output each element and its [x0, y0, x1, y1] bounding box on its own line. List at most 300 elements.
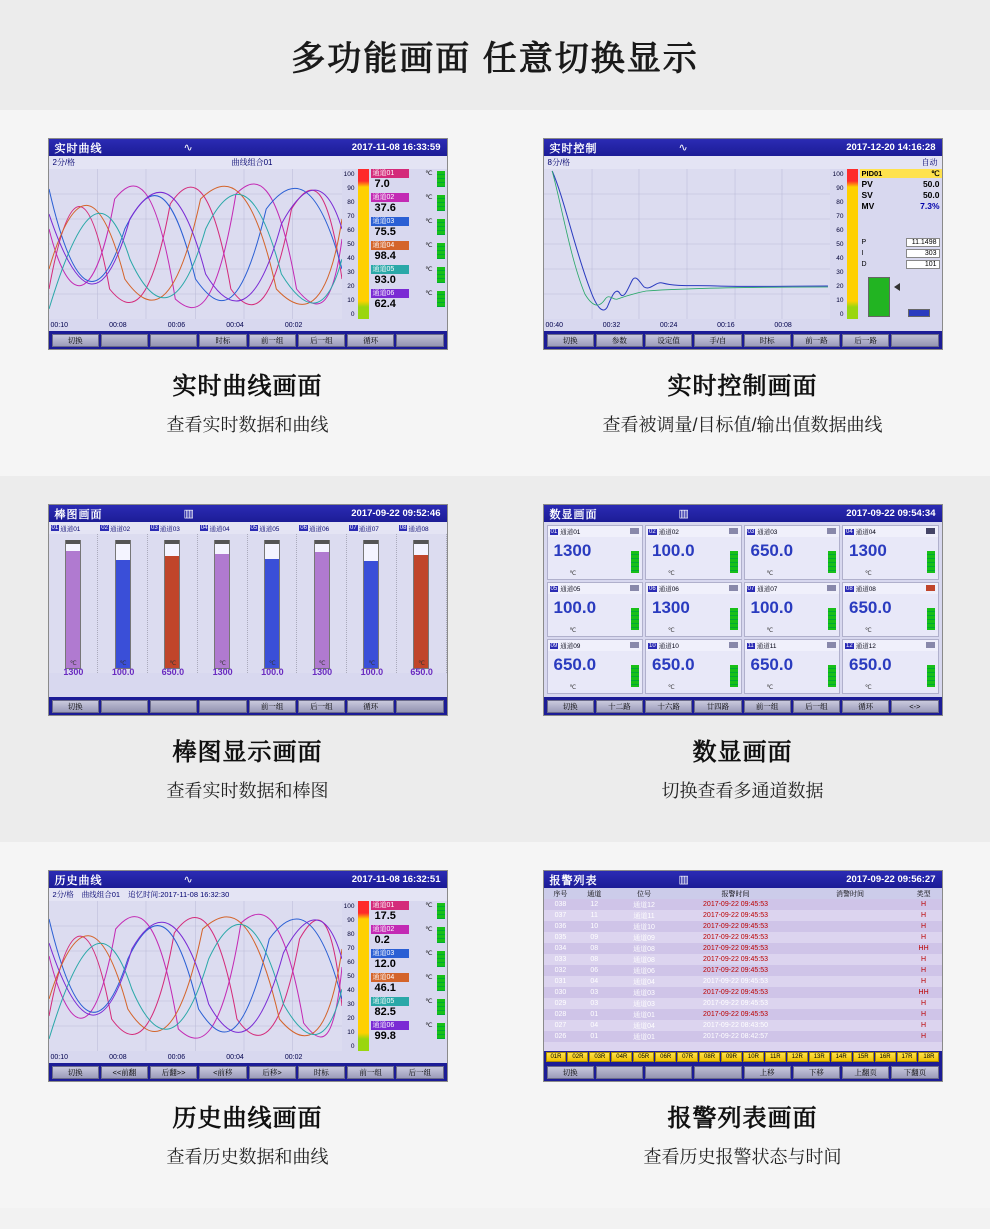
channel-tag: 通道06	[371, 289, 409, 298]
control-mode: 自动	[921, 158, 938, 167]
softkey-blank[interactable]	[150, 700, 197, 713]
channel-tab-strip	[544, 1051, 942, 1063]
y-tick: 80	[347, 931, 355, 938]
table-row[interactable]	[544, 954, 942, 965]
cell-tag: 通道11	[633, 912, 655, 920]
panel-caption	[167, 732, 329, 803]
channel-readout[interactable]	[371, 169, 447, 193]
panel-digital-display	[495, 476, 990, 842]
bar-column[interactable]	[148, 534, 198, 673]
channel-readout[interactable]	[371, 997, 447, 1021]
softkey-prev-group[interactable]: 前一组	[744, 700, 791, 713]
y-tick: 70	[347, 945, 355, 952]
channel-unit: ℃	[766, 571, 774, 577]
softkey-next-group[interactable]: 后一组	[298, 334, 345, 347]
datetime: 2017-09-22 09:54:34	[846, 508, 936, 519]
device-screen-digital-display[interactable]	[543, 504, 943, 716]
channel-name: 通道05	[560, 586, 581, 593]
cell-no: 033	[554, 956, 567, 963]
table-row[interactable]	[544, 998, 942, 1009]
channel-unit: ℃	[425, 170, 433, 177]
channel-readout[interactable]	[371, 193, 447, 217]
channel-value: 82.5	[374, 1006, 396, 1018]
y-axis-scale	[342, 169, 371, 331]
caption-subtitle: 查看历史数据和曲线	[166, 1147, 329, 1167]
softkey-blank[interactable]	[101, 700, 148, 713]
channel-value: 17.5	[374, 910, 396, 922]
channel-index: 03	[747, 528, 755, 535]
channel-readout[interactable]	[371, 1021, 447, 1045]
softkey-prev-group[interactable]: 前一组	[347, 1066, 394, 1079]
softkey-bar	[49, 697, 447, 715]
softkey-timescale[interactable]: 时标	[199, 334, 246, 347]
time-per-div: 8分/格	[547, 158, 571, 167]
softkey-blank[interactable]	[396, 334, 443, 347]
screen-body	[49, 522, 447, 697]
control-plot	[544, 169, 830, 319]
channel-tab[interactable]: 14R	[831, 1052, 852, 1062]
cell-tag: 通道09	[633, 934, 655, 942]
table-row[interactable]	[544, 921, 942, 932]
softkey-blank[interactable]	[101, 334, 148, 347]
channel-name: 通道02	[658, 529, 679, 536]
table-row[interactable]	[544, 1031, 942, 1042]
channel-name: 通道10	[658, 643, 679, 650]
bar-column[interactable]	[49, 534, 99, 673]
cell-alarm-time: 2017-09-22 09:45:53	[703, 1000, 769, 1007]
bar-column[interactable]	[198, 534, 248, 673]
x-axis-labels	[49, 319, 342, 331]
channel-tab[interactable]: 04R	[611, 1052, 632, 1062]
screen-title: 实时曲线	[54, 142, 103, 155]
softkey-prev-loop[interactable]: 前一路	[793, 334, 840, 347]
softkey-next-group[interactable]: 后一组	[396, 1066, 443, 1079]
channel-header[interactable]	[49, 522, 99, 534]
cell-type: H	[921, 956, 927, 963]
channel-tag: 通道01	[371, 901, 409, 910]
bar-column[interactable]	[248, 534, 298, 673]
cell-channel: 09	[590, 934, 599, 941]
pid-param-label: I	[861, 250, 864, 257]
softkey-cycle[interactable]: 循环	[347, 334, 394, 347]
digital-cell[interactable]	[842, 525, 939, 580]
softkey-next-group[interactable]: 后一组	[298, 700, 345, 713]
channel-unit: ℃	[70, 661, 77, 667]
bar-column[interactable]	[98, 534, 148, 673]
bar-columns	[49, 534, 447, 673]
bargraph-led-icon	[730, 608, 738, 630]
softkey-timescale[interactable]: 时标	[298, 1066, 345, 1079]
pid-param-label: P	[861, 239, 867, 246]
channel-tab[interactable]: 11R	[765, 1052, 786, 1062]
channel-header[interactable]	[397, 522, 447, 534]
channel-index: 06	[300, 525, 307, 531]
channel-value: 650.0	[750, 541, 794, 560]
softkey-blank[interactable]	[694, 1066, 741, 1079]
channel-tab[interactable]: 13R	[809, 1052, 830, 1062]
screen-body	[49, 156, 447, 331]
channel-value: 98.4	[374, 250, 396, 262]
channel-name: 通道08	[855, 586, 876, 593]
channel-value: 99.8	[374, 1030, 396, 1042]
softkey-timescale[interactable]: 时标	[744, 334, 791, 347]
digital-cell[interactable]	[547, 639, 644, 694]
table-row[interactable]	[544, 943, 942, 954]
digital-cell[interactable]	[645, 525, 742, 580]
datetime: 2017-12-20 14:16:28	[846, 142, 936, 153]
channel-tab[interactable]: 08R	[699, 1052, 720, 1062]
softkey-move-up[interactable]: 上移	[744, 1066, 791, 1079]
channel-unit: ℃	[425, 998, 433, 1005]
channel-index: 11	[747, 642, 754, 649]
channel-tab[interactable]: 12R	[787, 1052, 808, 1062]
channel-tab[interactable]: 03R	[589, 1052, 610, 1062]
softkey-params[interactable]: 参数	[596, 334, 643, 347]
softkey-page-up[interactable]: 上翻页	[842, 1066, 889, 1079]
channel-readout-list	[371, 901, 447, 1063]
softkey-cycle[interactable]: 循环	[842, 700, 889, 713]
channel-value: 12.0	[374, 958, 396, 970]
x-tick: 00:24	[659, 321, 678, 329]
bargraph-led-icon	[437, 219, 445, 235]
channel-unit: ℃	[119, 661, 127, 667]
channel-tab[interactable]: 06R	[655, 1052, 676, 1062]
softkey-shift-forward[interactable]: 后移>	[249, 1066, 296, 1079]
channel-value: 650.0	[553, 655, 597, 674]
channel-header[interactable]	[347, 522, 397, 534]
column-header-type: 类型	[916, 890, 931, 898]
channel-unit: ℃	[425, 926, 433, 933]
cell-tag: 通道04	[633, 978, 655, 986]
softkey-blank[interactable]	[150, 334, 197, 347]
pid-param-p[interactable]	[860, 237, 942, 248]
softkey-switch[interactable]: 切换	[547, 334, 594, 347]
pv-bargraph	[868, 277, 890, 317]
channel-value: 75.5	[374, 226, 396, 238]
y-tick: 10	[347, 297, 355, 304]
softkey-blank[interactable]	[396, 700, 443, 713]
softkey-prev-group[interactable]: 前一组	[249, 700, 296, 713]
softkey-cycle[interactable]: 循环	[347, 700, 394, 713]
pid-label: PV	[861, 178, 873, 189]
channel-tab[interactable]: 05R	[633, 1052, 654, 1062]
digital-cell[interactable]	[744, 582, 841, 637]
bar-column[interactable]	[297, 534, 347, 673]
table-row[interactable]	[544, 965, 942, 976]
channel-value: 7.0	[374, 178, 390, 190]
bar-value-row	[49, 667, 447, 679]
pid-param-i[interactable]	[860, 248, 942, 259]
cell-alarm-time: 2017-09-22 09:45:53	[703, 912, 769, 919]
titlebar	[544, 871, 942, 888]
softkey-blank[interactable]	[645, 1066, 692, 1079]
softkey-prev-group[interactable]: 前一组	[249, 334, 296, 347]
softkey-switch[interactable]: 切换	[52, 334, 99, 347]
x-tick: 00:02	[284, 321, 303, 329]
status-square-icon	[827, 642, 836, 648]
table-row[interactable]	[544, 1020, 942, 1031]
channel-readout[interactable]	[371, 241, 447, 265]
pid-row-mv	[860, 200, 942, 211]
cell-type: H	[921, 1033, 927, 1040]
unit-row	[49, 660, 447, 667]
channel-tab[interactable]: 15R	[853, 1052, 874, 1062]
panel-history-trend	[0, 842, 495, 1208]
waveform-logo-icon: ∿	[183, 874, 193, 886]
cell-channel: 03	[590, 1000, 599, 1007]
channel-readout[interactable]	[371, 949, 447, 973]
digital-cell[interactable]	[645, 582, 742, 637]
channel-tag: 通道02	[371, 193, 409, 202]
channel-readout[interactable]	[371, 265, 447, 289]
digital-cell[interactable]	[645, 639, 742, 694]
x-axis-labels	[49, 1051, 342, 1063]
screen-body	[49, 888, 447, 1063]
channel-value: 100.0	[652, 541, 695, 560]
status-square-icon	[827, 528, 836, 534]
channel-header[interactable]	[148, 522, 198, 534]
channel-header[interactable]	[198, 522, 248, 534]
channel-unit: ℃	[865, 628, 872, 634]
channel-index: 04	[846, 528, 853, 535]
channel-unit: ℃	[418, 661, 425, 667]
channel-readout[interactable]	[371, 217, 447, 241]
device-screen-alarm-list[interactable]	[543, 870, 943, 1082]
cell-tag: 通道01	[633, 1011, 655, 1019]
softkey-bar	[544, 697, 942, 715]
channel-tab[interactable]: 16R	[875, 1052, 896, 1062]
channel-tab[interactable]: 02R	[567, 1052, 588, 1062]
pid-row-sv	[860, 189, 942, 200]
cell-type: H	[921, 923, 927, 930]
channel-unit: ℃	[425, 1022, 433, 1029]
x-tick: 00:06	[167, 321, 186, 329]
channel-value: 650.0	[410, 667, 433, 677]
channel-readout[interactable]	[371, 289, 447, 313]
bar-column[interactable]	[397, 534, 447, 673]
channel-name: 通道07	[358, 525, 379, 533]
channel-unit: ℃	[219, 661, 226, 667]
x-tick: 00:08	[109, 321, 127, 329]
device-screen-realtime-trend[interactable]	[48, 138, 448, 350]
y-tick: 0	[350, 311, 355, 318]
status-square-icon	[630, 642, 639, 648]
channel-value: 1300	[849, 541, 887, 560]
channel-value: 1300	[212, 667, 233, 677]
channel-tab[interactable]: 17R	[897, 1052, 918, 1062]
softkey-blank[interactable]	[199, 700, 246, 713]
cell-channel: 12	[590, 901, 599, 908]
channel-readout[interactable]	[371, 901, 447, 925]
table-row[interactable]	[544, 1009, 942, 1020]
channel-readout[interactable]	[371, 925, 447, 949]
trend-info-bar	[544, 156, 942, 169]
digital-cell[interactable]	[744, 639, 841, 694]
cell-type: H	[921, 1011, 927, 1018]
cell-alarm-time: 2017-09-22 08:43:50	[703, 1022, 769, 1029]
channel-name: 通道03	[159, 525, 180, 533]
bargraph-led-icon	[927, 665, 935, 687]
channel-header[interactable]	[98, 522, 148, 534]
cell-channel: 06	[590, 967, 599, 974]
device-screen-realtime-control[interactable]	[543, 138, 943, 350]
channel-tab[interactable]: 01R	[546, 1052, 567, 1062]
cell-alarm-time: 2017-09-22 08:42:57	[703, 1033, 769, 1040]
channel-value: 62.4	[374, 298, 396, 310]
channel-tag: 通道06	[371, 1021, 409, 1030]
trend-plot	[49, 901, 342, 1051]
pid-unit: ℃	[931, 169, 940, 178]
softkey-switch[interactable]: 切换	[547, 700, 594, 713]
digital-cell[interactable]	[842, 639, 939, 694]
device-screen-bar-graph[interactable]	[48, 504, 448, 716]
y-tick: 50	[347, 973, 355, 980]
x-tick: 00:04	[226, 321, 244, 329]
channel-index: 12	[846, 642, 853, 649]
channel-name: 通道03	[757, 529, 778, 536]
bargraph-led-icon	[437, 243, 445, 259]
pid-panel[interactable]	[860, 169, 942, 331]
channel-value: 100.0	[360, 667, 384, 677]
softkey-24ch[interactable]: 廿四路	[694, 700, 741, 713]
cell-alarm-time: 2017-09-22 09:45:53	[703, 934, 769, 941]
caption-title: 数显画面	[692, 739, 793, 766]
status-square-icon	[827, 585, 836, 591]
table-row[interactable]	[544, 932, 942, 943]
cell-channel: 08	[590, 956, 599, 963]
bargraph-led-icon	[828, 665, 836, 687]
bargraph-led-icon	[437, 927, 445, 943]
channel-unit: ℃	[569, 571, 577, 577]
cell-type: H	[921, 1022, 927, 1029]
channel-tab[interactable]: 18R	[918, 1052, 939, 1062]
cell-tag: 通道01	[633, 1033, 655, 1041]
channel-name: 通道06	[308, 525, 330, 533]
panel-caption	[644, 1098, 842, 1169]
bar-column[interactable]	[347, 534, 397, 673]
table-row[interactable]	[544, 910, 942, 921]
softkey-next-loop[interactable]: 后一路	[842, 334, 889, 347]
y-tick: 10	[836, 297, 844, 304]
bargraph-led-icon	[437, 999, 445, 1015]
channel-header[interactable]	[297, 522, 347, 534]
cell-channel: 01	[590, 1033, 599, 1040]
cell-channel: 08	[590, 945, 599, 952]
channel-unit: ℃	[766, 628, 774, 634]
digits-logo-icon: ▥	[678, 508, 689, 520]
channel-tab[interactable]: 09R	[721, 1052, 742, 1062]
panel-caption	[602, 366, 882, 437]
cell-tag: 通道03	[633, 989, 655, 997]
softkey-blank[interactable]	[596, 1066, 643, 1079]
channel-unit: ℃	[668, 628, 675, 634]
table-row[interactable]	[544, 987, 942, 998]
softkey-page-down[interactable]: 下翻页	[891, 1066, 938, 1079]
channel-tab[interactable]: 07R	[677, 1052, 698, 1062]
softkey-next-group[interactable]: 后一组	[793, 700, 840, 713]
table-row[interactable]	[544, 976, 942, 987]
cell-no: 031	[554, 978, 567, 985]
softkey-blank[interactable]	[891, 334, 938, 347]
column-header-no: 序号	[553, 890, 568, 898]
softkey-page-forward[interactable]: 后翻>>	[150, 1066, 197, 1079]
softkey-16ch[interactable]: 十六路	[645, 700, 692, 713]
caption-subtitle: 查看被调量/目标值/输出值数据曲线	[602, 415, 883, 435]
cell-type: H	[921, 1000, 927, 1007]
channel-header-row	[49, 522, 447, 534]
panel-grid	[0, 110, 990, 1208]
titlebar	[49, 505, 447, 522]
table-row[interactable]	[544, 899, 942, 910]
channel-readout[interactable]	[371, 973, 447, 997]
softkey-switch[interactable]: 切换	[547, 1066, 594, 1079]
channel-unit: ℃	[425, 194, 433, 201]
softkey-setpoint[interactable]: 设定值	[645, 334, 692, 347]
digital-cell[interactable]	[842, 582, 939, 637]
channel-header[interactable]	[248, 522, 298, 534]
cell-tag: 通道10	[633, 923, 655, 931]
bargraph-led-icon	[437, 975, 445, 991]
screen-title: 棒图画面	[54, 508, 103, 521]
digital-cell[interactable]	[547, 582, 644, 637]
channel-unit: ℃	[368, 661, 376, 667]
caption-title: 报警列表画面	[667, 1105, 818, 1132]
cell-no: 037	[554, 912, 567, 919]
digital-cell[interactable]	[744, 525, 841, 580]
channel-unit: ℃	[766, 685, 774, 691]
caption-title: 实时曲线画面	[172, 373, 323, 400]
cell-channel: 11	[590, 912, 598, 919]
cell-type: HH	[918, 989, 929, 996]
y-tick: 20	[347, 283, 355, 290]
y-tick: 50	[347, 241, 355, 248]
cell-no: 036	[554, 923, 567, 930]
channel-index: 10	[649, 642, 656, 649]
softkey-switch[interactable]: 切换	[52, 1066, 99, 1079]
cell-channel: 04	[590, 978, 599, 985]
waveform-logo-icon: ∿	[678, 142, 688, 154]
trend-plot	[49, 169, 342, 319]
softkey-move-down[interactable]: 下移	[793, 1066, 840, 1079]
device-screen-history-trend[interactable]	[48, 870, 448, 1082]
channel-value: 1300	[652, 598, 690, 617]
softkey-manual-auto[interactable]: 手/自	[694, 334, 741, 347]
digital-cell[interactable]	[547, 525, 644, 580]
softkey-12ch[interactable]: 十二路	[596, 700, 643, 713]
pid-param-value: 303	[906, 249, 940, 258]
channel-tab[interactable]: 10R	[743, 1052, 764, 1062]
cell-type: HH	[918, 945, 929, 952]
softkey-shift-back[interactable]: <前移	[199, 1066, 246, 1079]
status-square-icon	[926, 528, 935, 534]
y-tick: 80	[347, 199, 355, 206]
softkey-page-back[interactable]: <<前翻	[101, 1066, 148, 1079]
x-tick: 00:08	[109, 1053, 127, 1061]
channel-unit: ℃	[425, 290, 433, 297]
cell-channel: 04	[590, 1022, 599, 1029]
softkey-swap[interactable]: <->	[891, 700, 938, 713]
status-square-icon	[630, 528, 639, 534]
softkey-bar	[544, 331, 942, 349]
x-tick: 00:10	[50, 1053, 69, 1061]
panel-alarm-list	[495, 842, 990, 1208]
softkey-switch[interactable]: 切换	[52, 700, 99, 713]
channel-value: 650.0	[161, 667, 185, 677]
y-tick: 60	[347, 227, 355, 234]
status-square-icon	[926, 642, 935, 648]
caption-title: 棒图显示画面	[172, 739, 323, 766]
cell-tag: 通道03	[633, 1000, 655, 1008]
